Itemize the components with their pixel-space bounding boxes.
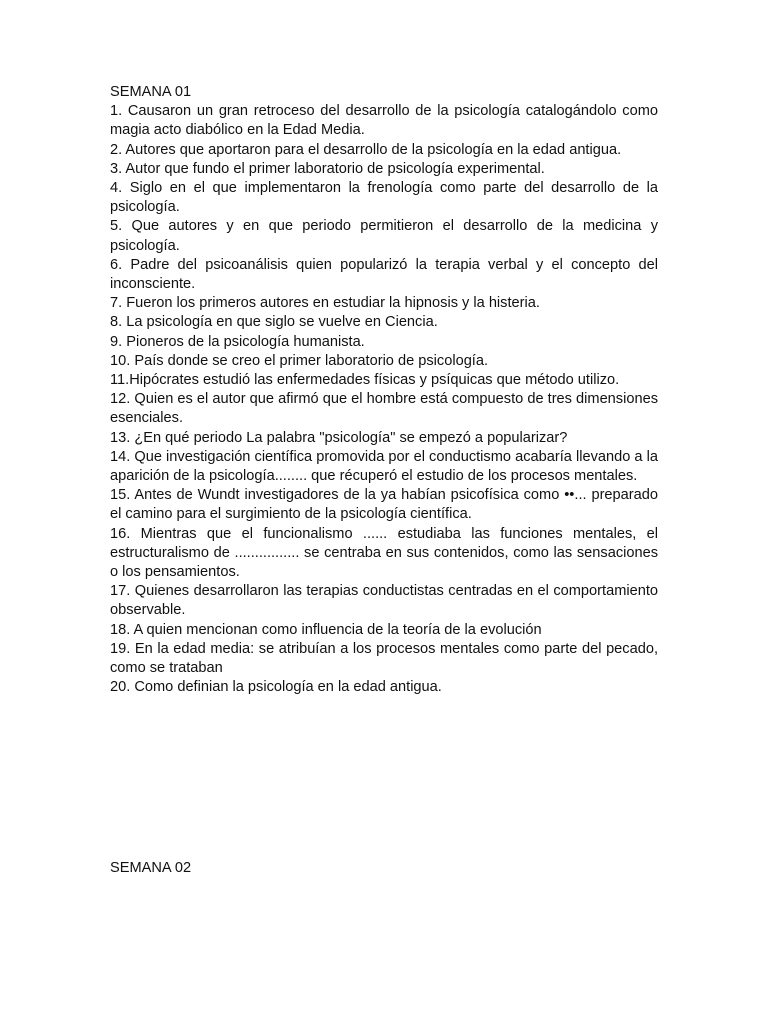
question-item: 14. Que investigación científica promovida por el conductismo acabaría llevando a la aparición de la psicología........ que récuperó el estudio de los procesos mentales.	[110, 448, 658, 485]
question-item: 19. En la edad media: se atribuían a los procesos mentales como parte del pecado, como se trataban	[110, 640, 658, 677]
question-item: 11.Hipócrates estudió las enfermedades físicas y psíquicas que método utilizo.	[110, 372, 620, 389]
question-item: 5. Que autores y en que periodo permitieron el desarrollo de la medicina y psicología.	[110, 218, 658, 254]
question-item: 7. Fueron los primeros autores en estudiar la hipnosis y la histeria.	[110, 295, 540, 312]
question-item: 13. ¿En qué periodo La palabra "psicología" se empezó a popularizar?	[110, 429, 568, 446]
week-heading: SEMANA 01	[110, 84, 192, 100]
question-item: 4. Siglo en el que implementaron la frenología como parte del desarrollo de la psicología.	[110, 180, 658, 216]
question-item: 1. Causaron un gran retroceso del desarrollo de la psicología catalogándolo como magia acto diabólico en la Edad Media.	[110, 103, 658, 139]
document-page	[110, 83, 658, 698]
question-item: 6. Padre del psicoanálisis quien popularizó la terapia verbal y el concepto del inconsciente.	[110, 256, 658, 293]
question-item: 16. Mientras que el funcionalismo ...... estudiaba las funciones mentales, el estructuralismo de ................ se centraba en sus contenidos, como las sensaciones o los pensamientos.	[110, 525, 658, 581]
question-item: 8. La psicología en que siglo se vuelve en Ciencia.	[110, 314, 438, 331]
week-heading: SEMANA 02	[110, 860, 192, 876]
question-list	[110, 102, 658, 697]
question-item: 2. Autores que aportaron para el desarrollo de la psicología en la edad antigua.	[110, 141, 622, 158]
question-item: 15. Antes de Wundt investigadores de la ya habían psicofísica como ••... preparado el camino para el surgimiento de la psicología científica.	[110, 487, 658, 523]
question-item: 9. Pioneros de la psicología humanista.	[110, 333, 365, 350]
question-item: 10. País donde se creo el primer laboratorio de psicología.	[110, 352, 489, 369]
question-item: 3. Autor que fundo el primer laboratorio de psicología experimental.	[110, 160, 545, 177]
question-item: 12. Quien es el autor que afirmó que el hombre está compuesto de tres dimensiones esenciales.	[110, 391, 658, 427]
question-item: 17. Quienes desarrollaron las terapias conductistas centradas en el comportamiento observable.	[110, 583, 658, 619]
question-item: 20. Como definian la psicología en la edad antigua.	[110, 679, 442, 696]
question-item: 18. A quien mencionan como influencia de la teoría de la evolución	[110, 621, 542, 638]
